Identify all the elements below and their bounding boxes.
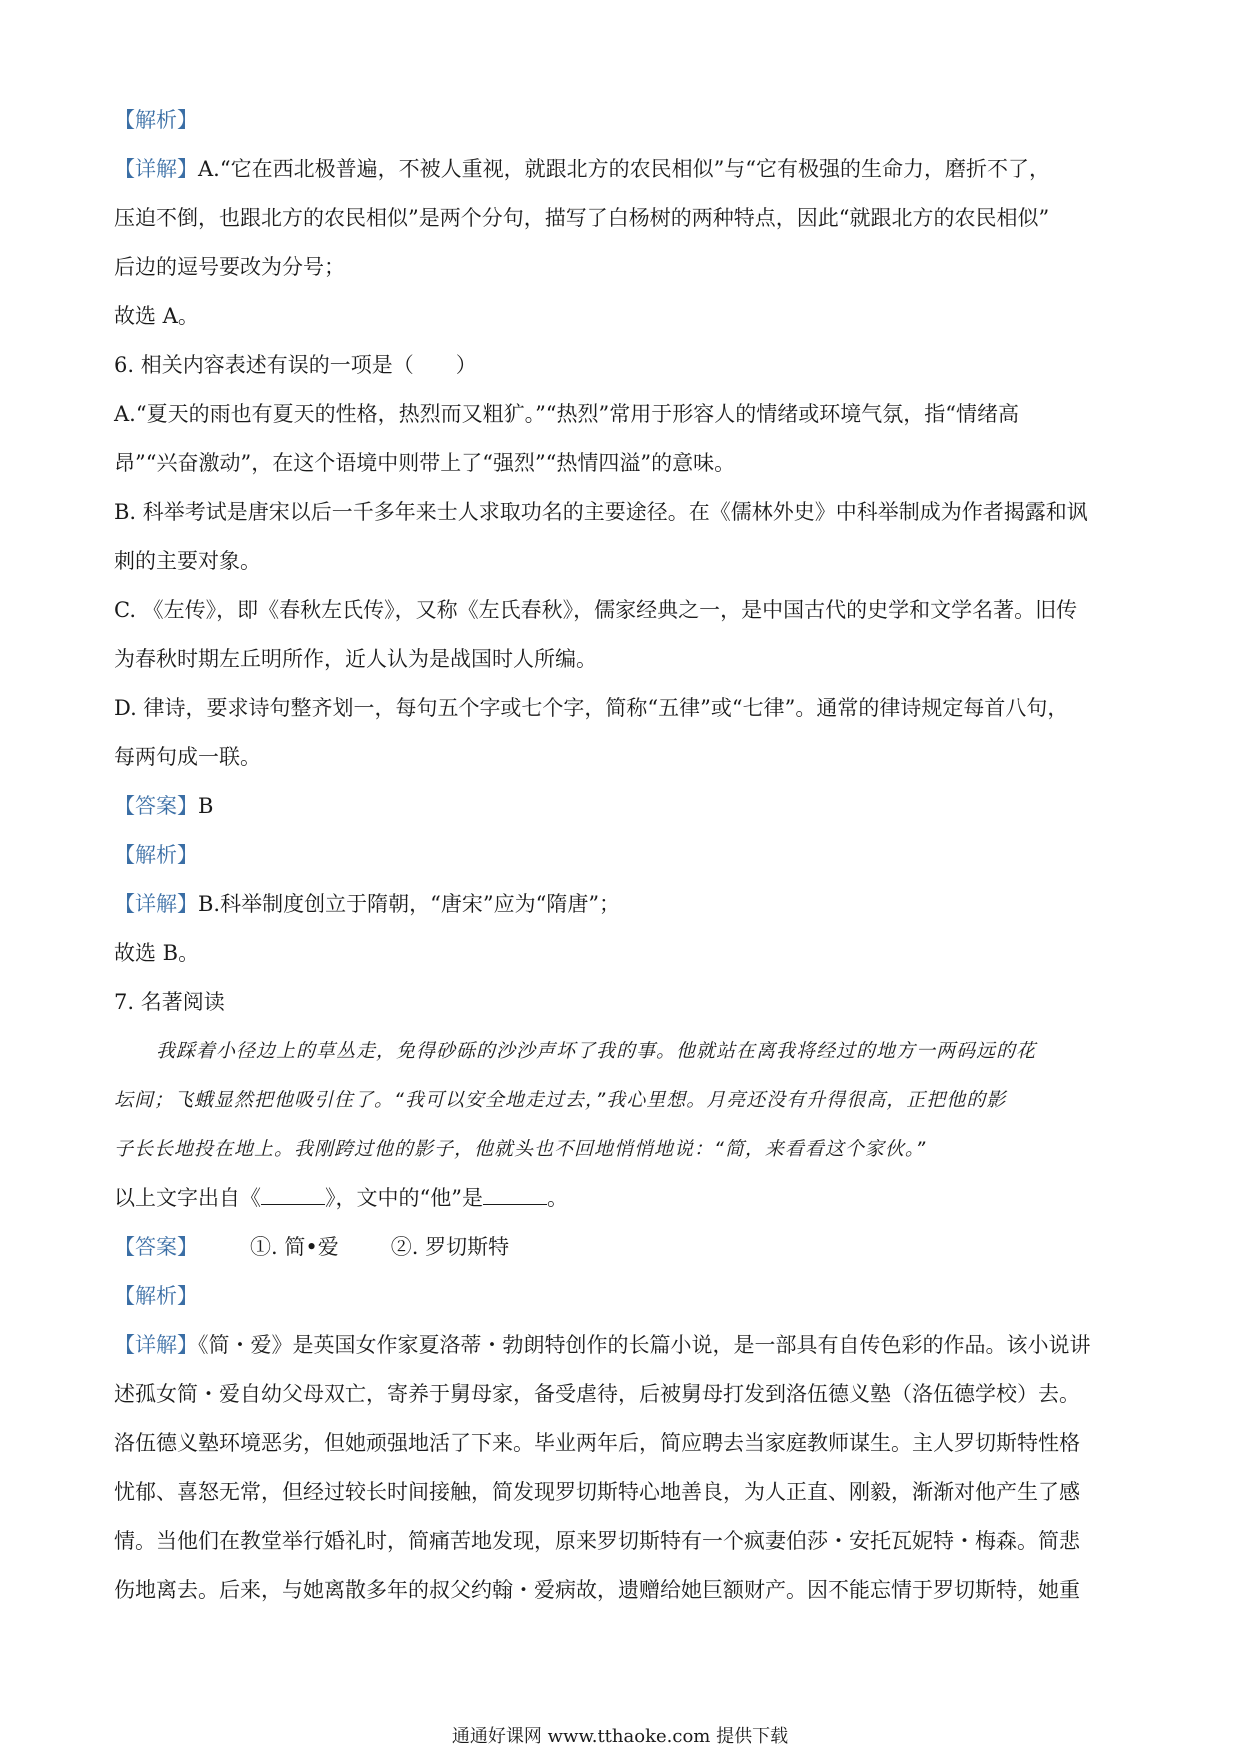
document-body <box>114 96 1134 1615</box>
analysis-label: 【解析】 <box>114 843 198 867</box>
question-7: 7. 名著阅读 <box>114 990 225 1014</box>
option-b: B. 科举考试是唐宋以后一千多年来士人求取功名的主要途径。在《儒林外史》中科举制成为作者揭露和讽 <box>114 500 1088 524</box>
detail-paragraph <box>114 880 1134 929</box>
answer-blank <box>483 1188 547 1205</box>
question-6: 6. 相关内容表述有误的一项是（ ） <box>114 353 477 377</box>
excerpt-line: 子长长地投在地上。我刚跨过他的影子，他就头也不回地悄悄地说：“简，来看看这个家伙。” <box>114 1138 927 1160</box>
answer-item: ②. 罗切斯特 <box>390 1235 510 1259</box>
text-line: 每两句成一联。 <box>114 745 261 769</box>
detail-label: 【详解】 <box>114 892 198 916</box>
answer-6 <box>114 782 1134 831</box>
text-line: 情。当他们在教堂举行婚礼时，简痛苦地发现，原来罗切斯特有一个疯妻伯莎・安托瓦妮特・梅森。简悲 <box>114 1529 1080 1553</box>
option-c: C. 《左传》，即《春秋左氏传》，又称《左氏春秋》，儒家经典之一，是中国古代的史学和文学名著。旧传 <box>114 598 1078 622</box>
option-a: A.“夏天的雨也有夏天的性格，热烈而又粗犷。”“热烈”常用于形容人的情绪或环境气氛，指“情绪高 <box>114 402 1020 426</box>
detail-paragraph <box>114 145 1134 194</box>
text-line: 述孤女简・爱自幼父母双亡，寄养于舅母家，备受虐待，后被舅母打发到洛伍德义塾（洛伍德学校）去。 <box>114 1382 1080 1406</box>
text-span: B.科举制度创立于隋朝，“唐宋”应为“隋唐”； <box>198 892 621 916</box>
answer-7 <box>114 1223 1134 1272</box>
text-line: 为春秋时期左丘明所作，近人认为是战国时人所编。 <box>114 647 597 671</box>
text-line: 故选 B。 <box>114 941 200 965</box>
answer-value: B <box>198 794 214 818</box>
text-line: 后边的逗号要改为分号； <box>114 255 345 279</box>
text-span: A.“它在西北极普遍，不被人重视，就跟北方的农民相似”与“它有极强的生命力，磨折不了， <box>198 157 1051 181</box>
excerpt-line: 我踩着小径边上的草丛走，免得砂砾的沙沙声坏了我的事。他就站在离我将经过的地方一两码远的花 <box>156 1040 1037 1062</box>
answer-label: 【答案】 <box>114 794 198 818</box>
analysis-label: 【解析】 <box>114 1284 198 1308</box>
text-line: 伤地离去。后来，与她离散多年的叔父约翰・爱病故，遗赠给她巨额财产。因不能忘情于罗切斯特，她重 <box>114 1578 1080 1602</box>
detail-label: 【详解】 <box>114 157 198 181</box>
text-span: 》，文中的“他”是 <box>325 1186 483 1210</box>
text-line: 压迫不倒，也跟北方的农民相似”是两个分句，描写了白杨树的两种特点，因此“就跟北方的农民相似” <box>114 206 1050 230</box>
option-d: D. 律诗，要求诗句整齐划一，每句五个字或七个字，简称“五律”或“七律”。通常的律诗规定每首八句， <box>114 696 1069 720</box>
text-span: 。 <box>546 1186 568 1210</box>
text-line: 忧郁、喜怒无常，但经过较长时间接触，简发现罗切斯特心地善良，为人正直、刚毅，渐渐对他产生了感 <box>114 1480 1080 1504</box>
excerpt-line: 坛间；飞蛾显然把他吸引住了。“我可以安全地走过去，”我心里想。月亮还没有升得很高，正把他的影 <box>114 1089 1007 1111</box>
text-line: 昂”“兴奋激动”，在这个语境中则带上了“强烈”“热情四溢”的意味。 <box>114 451 736 475</box>
text-line: 刺的主要对象。 <box>114 549 261 573</box>
answer-item: ①. 简•爱 <box>250 1235 339 1259</box>
text-span: 《简・爱》是英国女作家夏洛蒂・勃朗特创作的长篇小说，是一部具有自传色彩的作品。该小说讲 <box>198 1333 1091 1357</box>
analysis-label: 【解析】 <box>114 108 198 132</box>
detail-paragraph <box>114 1321 1134 1370</box>
detail-label: 【详解】 <box>114 1333 198 1357</box>
answer-blank <box>261 1188 325 1205</box>
answer-label: 【答案】 <box>114 1235 198 1259</box>
page-footer: 通通好课网 www.tthaoke.com 提供下载 <box>451 1726 789 1747</box>
text-line: 故选 A。 <box>114 304 199 328</box>
fill-in-question <box>114 1174 1134 1223</box>
text-line: 洛伍德义塾环境恶劣，但她顽强地活了下来。毕业两年后，简应聘去当家庭教师谋生。主人罗切斯特性格 <box>114 1431 1080 1455</box>
text-span: 以上文字出自《 <box>114 1186 261 1210</box>
